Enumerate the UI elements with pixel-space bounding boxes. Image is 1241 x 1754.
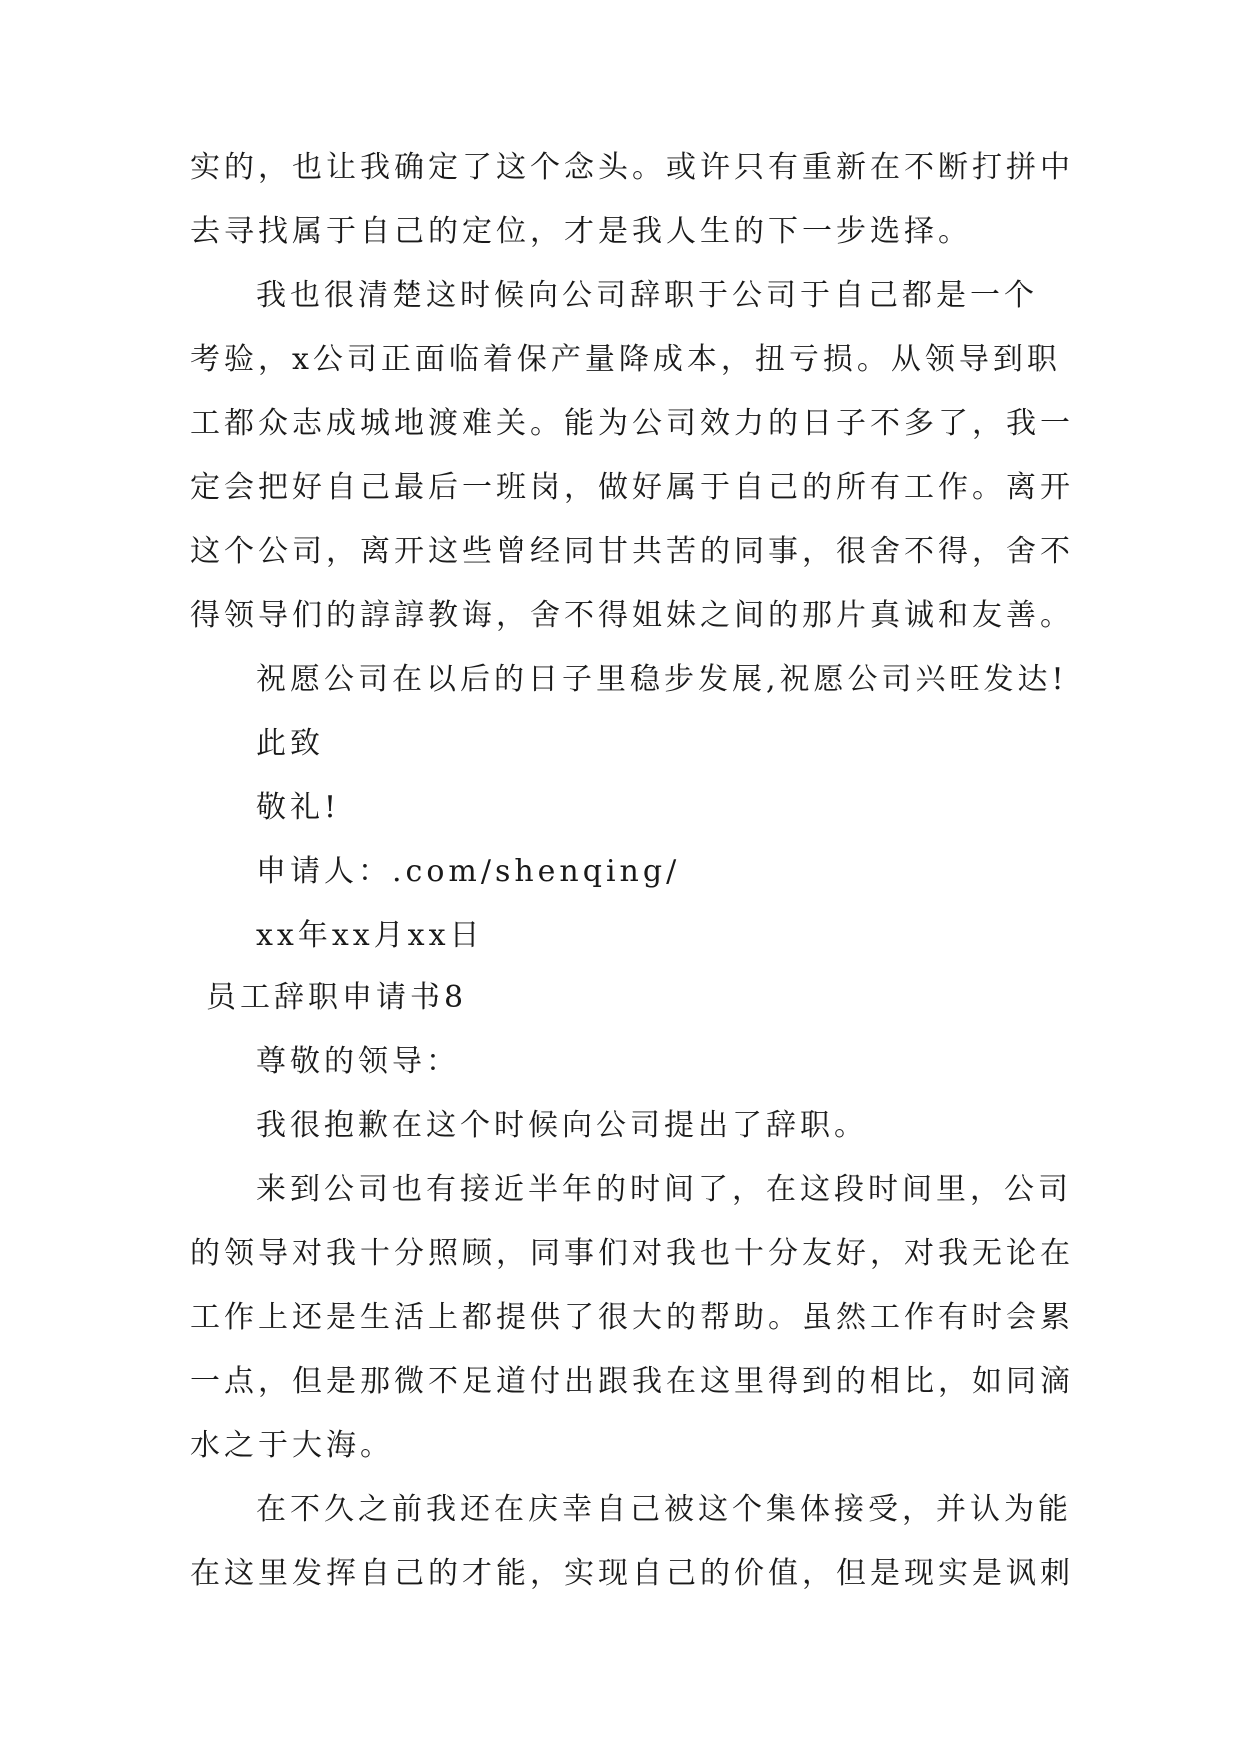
paragraph-line: 定会把好自己最后一班岗，做好属于自己的所有工作。离开 — [190, 470, 1074, 505]
salutation-cizhi: 此致 — [256, 726, 324, 761]
paragraph-line: 我也很清楚这时候向公司辞职于公司于自己都是一个 — [256, 278, 1038, 313]
letter-continuation — [190, 136, 1074, 968]
paragraph-line: 这个公司，离开这些曾经同甘共苦的同事，很舍不得，舍不 — [190, 534, 1074, 569]
salutation-jingli: 敬礼! — [256, 790, 341, 825]
applicant-line: 申请人：.com/shenqing/ — [256, 854, 681, 889]
paragraph-line: 得领导们的諄諄教诲，舍不得姐妹之间的那片真诚和友善。 — [190, 598, 1074, 633]
paragraph-line: 一点，但是那微不足道付出跟我在这里得到的相比，如同滴 — [190, 1364, 1074, 1399]
letter-8 — [190, 966, 1074, 1606]
paragraph-line: 考验，x公司正面临着保产量降成本，扭亏损。从领导到职 — [190, 342, 1061, 377]
paragraph-line: 的领导对我十分照顾，同事们对我也十分友好，对我无论在 — [190, 1236, 1074, 1271]
paragraph-line: 去寻找属于自己的定位，才是我人生的下一步选择。 — [190, 214, 972, 249]
section-title: 员工辞职申请书8 — [206, 980, 468, 1015]
paragraph-line: 实的，也让我确定了这个念头。或许只有重新在不断打拼中 — [190, 150, 1074, 185]
date-line: xx年xx月xx日 — [256, 918, 484, 953]
closing-wish: 祝愿公司在以后的日子里稳步发展,祝愿公司兴旺发达! — [256, 662, 1068, 697]
paragraph-line: 在不久之前我还在庆幸自己被这个集体接受，并认为能 — [256, 1492, 1072, 1527]
paragraph-line: 来到公司也有接近半年的时间了，在这段时间里，公司 — [256, 1172, 1072, 1207]
paragraph-line: 我很抱歉在这个时候向公司提出了辞职。 — [256, 1108, 868, 1143]
greeting: 尊敬的领导： — [256, 1044, 460, 1079]
paragraph-line: 水之于大海。 — [190, 1428, 394, 1463]
paragraph-line: 工都众志成城地渡难关。能为公司效力的日子不多了，我一 — [190, 406, 1074, 441]
paragraph-line: 在这里发挥自己的才能，实现自己的价值，但是现实是讽刺 — [190, 1556, 1074, 1591]
paragraph-line: 工作上还是生活上都提供了很大的帮助。虽然工作有时会累 — [190, 1300, 1074, 1335]
